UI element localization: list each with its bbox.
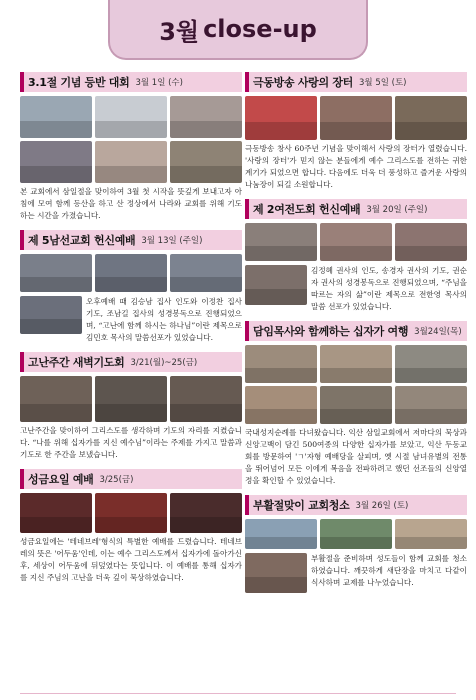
photo [245,345,317,383]
photo-grid [20,376,242,422]
section-title: 제 2여전도회 헌신예배 [253,203,361,216]
photo [395,519,467,549]
photo [20,141,92,183]
photo-grid [245,553,307,593]
section-body: 김정혜 권사의 인도, 송경자 권사의 기도, 권순자 권사의 성경봉독으로 진행되었으며, “주님을 따르는 자의 삶”이란 제목으로 전한영 목사의 말씀 선포가 있었습니다. [311,266,467,311]
photo [245,519,317,549]
section-love-market [245,72,467,191]
left-column [20,72,242,592]
section-header [245,495,467,515]
section-date: 3/21(월)~25(금) [130,358,198,368]
photo-text-row [245,553,467,593]
photo [95,376,167,422]
section-date: 3월 26일 (토) [355,501,409,511]
photo [20,296,82,334]
section-march1-hiking [20,72,242,222]
photo [95,254,167,292]
section-women2-worship [245,199,467,313]
section-date: 3월 20일 (주일) [366,205,428,215]
photo [395,345,467,383]
photo [95,493,167,533]
section-title: 3.1절 기념 등반 대회 [28,76,130,89]
section-header [245,321,467,341]
section-title: 제 5남선교회 헌신예배 [28,234,136,247]
section-body: 극동방송 창사 60주년 기념을 맞이해서 사랑의 장터가 열렸습니다. '사랑의 장터'가 믿지 않는 분들에게 예수 그리스도를 전하는 귀한 계기가 되었으면 합니다. 다음에도 더욱 더 풍성하고 즐거운 사랑의 나눔장이 되길 소원합니다. [245,144,467,189]
photo [95,141,167,183]
photo-grid [20,296,82,344]
photo [95,96,167,138]
photo-grid [245,96,467,140]
photo [20,493,92,533]
section-body: 본 교회에서 삼일절을 맞이하여 3월 첫 시작을 뜻깊게 보내고자 아침에 모여 함께 등산을 하고 산 정상에서 나라와 교회를 위해 기도하는 시간을 가졌습니다. [20,187,242,220]
title-month: 3월 [159,17,200,46]
photo [245,386,317,424]
photo [170,254,242,292]
photo [320,223,392,261]
photo [320,345,392,383]
photo [170,376,242,422]
section-date: 3월 5일 (토) [359,78,407,88]
section-title: 담임목사와 함께하는 십자가 여행 [253,325,409,338]
section-title: 극동방송 사랑의 장터 [253,76,353,89]
section-body: 오후예배 때 김승남 집사 인도와 이정찬 집사 기도, 조남길 집사의 성경봉독으로 진행되었으며, “고난에 함께 하시는 하나님”이란 제목으로 김민호 목사의 말씀선포가 있었습니다. [86,297,242,342]
photo [320,386,392,424]
photo [395,96,467,140]
photo [20,376,92,422]
section-passion-week-prayer [20,352,242,461]
photo [395,223,467,261]
photo-text-row [245,265,467,313]
photo [245,553,307,593]
section-men5-worship [20,230,242,344]
section-title: 성금요일 예배 [28,473,94,486]
photo [245,265,307,305]
photo-grid [245,223,467,261]
section-date: 3월 13일 (주일) [141,236,203,246]
section-body: 성금요일에는 '테네브레'형식의 특별한 예배를 드렸습니다. 테네브레의 뜻은 '어두움'인데, 이는 예수 그리스도께서 십자가에 돌아가신 후, 세상이 어두움에 뒤덮였다는 뜻입니다. 이 예배를 통해 십자가를 지신 주님의 고난을 더욱 깊이 묵상하였습니다. [20,537,242,582]
section-header [245,199,467,219]
photo-grid [20,254,242,292]
photo-grid [245,265,307,313]
section-title: 부활절맞이 교회청소 [253,499,350,512]
section-header [20,352,242,372]
section-easter-cleaning [245,495,467,593]
photo [20,96,92,138]
photo-text-row [20,296,242,344]
photo [20,254,92,292]
section-body: 고난주간을 맞이하여 그리스도를 생각하며 기도의 자리를 지켰습니다. “나를 위해 십자가를 지신 예수님”이라는 주제를 가지고 말씀과 기도로 한 주간을 보냈습니다. [20,426,242,459]
section-header [20,469,242,489]
photo [320,519,392,549]
right-column [245,72,467,601]
photo-grid [245,519,467,549]
photo [320,96,392,140]
title-closeup: close-up [203,15,317,43]
photo [170,493,242,533]
photo [245,96,317,140]
section-good-friday [20,469,242,584]
section-body: 국내성지순례를 다녀왔습니다. 익산 삼일교회에서 저마다의 묵상과 신앙고백이 담긴 500여종의 다양한 십자가를 보았고, 익산 두동교회를 방문하여 'ㄱ'자형 예배당을 살피며, 옛 시절 남녀유별의 전통을 뛰어넘어 모든 이에게 복음을 전파하려고 했던 선조들의 신앙열정을 확인할 수 있었습니다. [245,428,467,485]
section-cross-journey [245,321,467,487]
photo-grid [20,96,242,183]
section-header [20,72,242,92]
section-date: 3월24일(목) [414,327,462,337]
section-header [20,230,242,250]
section-header [245,72,467,92]
photo [170,141,242,183]
photo [395,386,467,424]
section-date: 3월 1일 (수) [135,78,183,88]
page-title-tab [108,0,368,60]
photo [245,223,317,261]
photo [170,96,242,138]
section-title: 고난주간 새벽기도회 [28,356,125,369]
bottom-rule [20,693,456,694]
section-body: 부활절을 준비하며 성도들이 함께 교회를 청소하였습니다. 깨끗하게 새단장을 마치고 다같이 식사하며 교제를 나누었습니다. [311,554,467,587]
photo-grid [20,493,242,533]
photo-grid [245,345,467,424]
section-date: 3/25(금) [99,475,134,485]
